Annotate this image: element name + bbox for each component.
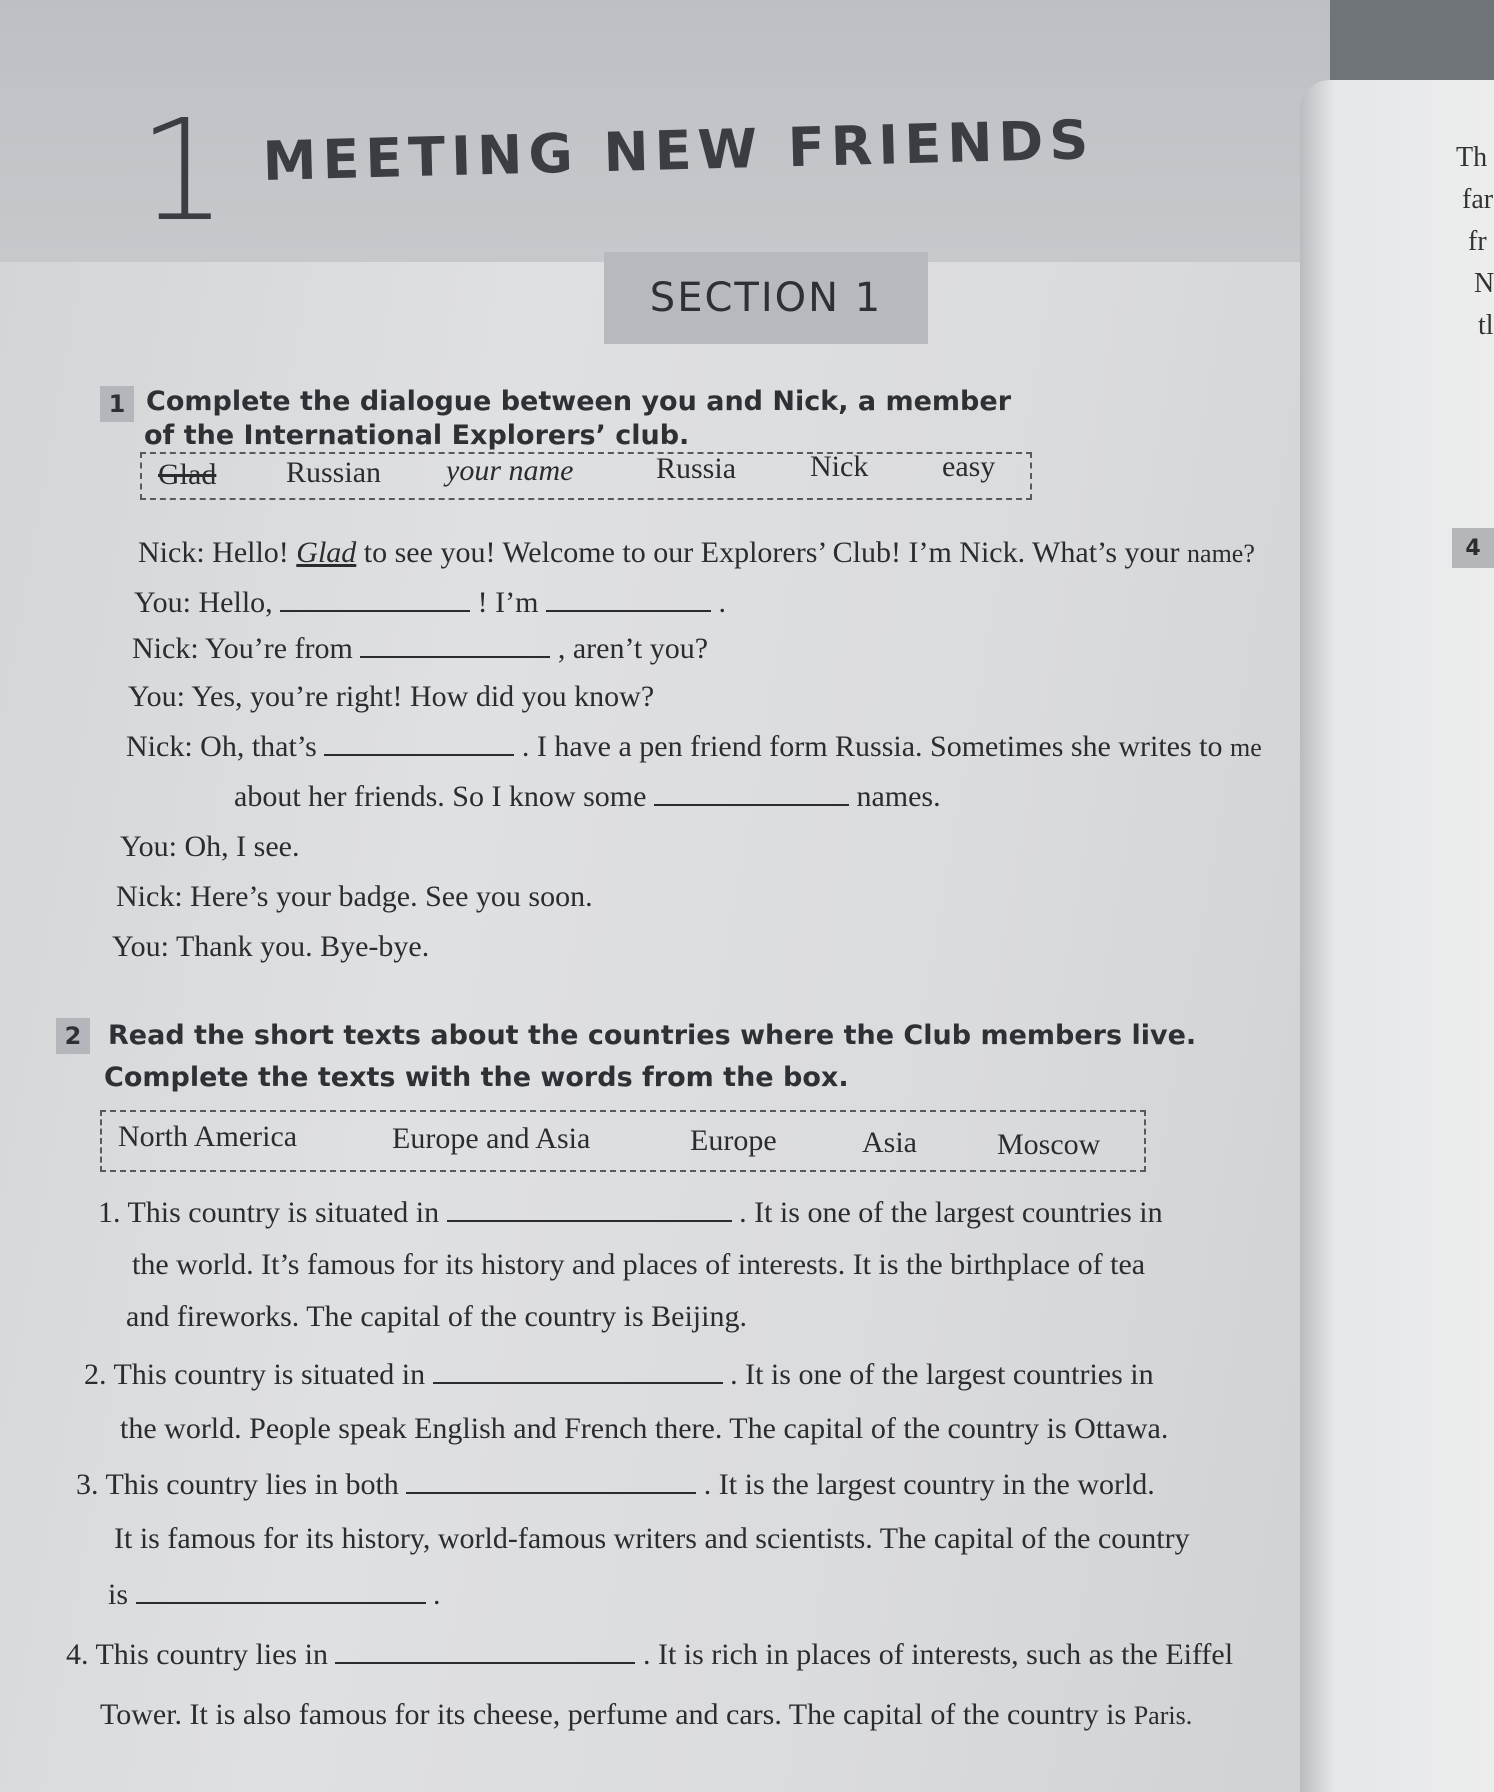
next-page-fragment: fr — [1468, 226, 1487, 257]
task-1-number: 1 — [100, 386, 134, 422]
word-box-item: Europe — [690, 1124, 777, 1157]
text-item-2-line-2: the world. People speak English and French there. The capital of the country is Ottawa. — [120, 1412, 1169, 1445]
next-page-fragment: N — [1474, 268, 1494, 299]
answer-blank[interactable] — [447, 1194, 732, 1222]
answer-blank[interactable] — [335, 1636, 635, 1664]
dialogue-line: Nick: Oh, that’s . I have a pen friend form Russia. Sometimes she writes to me — [126, 730, 1262, 763]
word-box-item: North America — [118, 1120, 298, 1153]
text-item-4-line-2: Tower. It is also famous for its cheese, perfume and cars. The capital of the country is Paris. — [100, 1698, 1193, 1731]
speaker: Nick: — [116, 880, 183, 913]
task-1-instruction-line-1: Complete the dialogue between you and Nick, a member — [146, 386, 1012, 417]
speaker: Nick: — [126, 730, 193, 763]
word-box-item: Russia — [656, 452, 737, 485]
text-item-1-line-2: the world. It’s famous for its history and places of interests. It is the birthplace of tea — [132, 1248, 1146, 1281]
task-1-word-box — [140, 452, 1032, 500]
next-page-fragment: far — [1462, 184, 1494, 215]
section-label: SECTION 1 — [604, 252, 928, 344]
task-2-instruction-line-2: Complete the texts with the words from the box. — [104, 1062, 849, 1093]
word-box-item: Glad — [158, 458, 217, 491]
chapter-title: MEETING NEW FRIENDS — [262, 108, 1095, 193]
next-page-edge — [1300, 80, 1494, 1792]
text-item-1: 1. This country is situated in . It is one of the largest countries in — [98, 1196, 1163, 1229]
answer-blank[interactable] — [360, 630, 550, 658]
task-1-instruction-line-2: of the International Explorers’ club. — [144, 420, 690, 451]
answer-blank[interactable] — [546, 584, 711, 612]
answer-blank[interactable] — [406, 1466, 696, 1494]
dialogue-line: Nick: You’re from , aren’t you? — [132, 632, 709, 665]
speaker: You: — [134, 586, 191, 619]
answer-blank[interactable] — [136, 1576, 426, 1604]
speaker: You: — [112, 930, 169, 963]
word-box-item: Russian — [286, 456, 382, 489]
speaker: You: — [120, 830, 177, 863]
word-box-item: your name — [446, 454, 574, 487]
word-box-item: Nick — [810, 450, 869, 483]
next-page-fragment: Th — [1456, 142, 1488, 173]
item-number: 2. — [84, 1358, 107, 1391]
filled-answer: Glad — [296, 536, 357, 569]
dialogue-line: You: Oh, I see. — [120, 830, 300, 863]
dialogue-line: Nick: Here’s your badge. See you soon. — [116, 880, 593, 913]
next-page-task-tab: 4 — [1452, 528, 1494, 568]
answer-blank[interactable] — [433, 1356, 723, 1384]
dialogue-line: You: Yes, you’re right! How did you know? — [128, 680, 655, 713]
text-item-3: 3. This country lies in both . It is the largest country in the world. — [76, 1468, 1155, 1501]
answer-blank[interactable] — [324, 728, 514, 756]
task-2-instruction-line-1: Read the short texts about the countries where the Club members live. — [108, 1020, 1197, 1051]
dialogue-line: about her friends. So I know some names. — [234, 780, 941, 813]
answer-blank[interactable] — [280, 584, 470, 612]
item-number: 4. — [66, 1638, 89, 1671]
speaker: You: — [128, 680, 185, 713]
text-item-1-line-3: and fireworks. The capital of the country is Beijing. — [126, 1300, 747, 1333]
text-item-2: 2. This country is situated in . It is one of the largest countries in — [84, 1358, 1154, 1391]
item-number: 1. — [98, 1196, 121, 1229]
chapter-number: 1 — [138, 90, 228, 253]
word-box-item: Europe and Asia — [392, 1122, 591, 1155]
text-item-3-line-2: It is famous for its history, world-famous writers and scientists. The capital of the country — [114, 1522, 1190, 1555]
dialogue-line: You: Thank you. Bye-bye. — [112, 930, 430, 963]
word-box-item: Moscow — [997, 1128, 1101, 1161]
answer-blank[interactable] — [654, 778, 849, 806]
dialogue-line: Nick: Hello! Glad to see you! Welcome to our Explorers’ Club! I’m Nick. What’s your name? — [138, 536, 1255, 569]
speaker: Nick: — [132, 632, 199, 665]
task-2-word-box — [100, 1110, 1146, 1172]
next-page-fragment: tl — [1478, 310, 1494, 341]
task-2-number: 2 — [56, 1018, 90, 1054]
word-box-item: Asia — [862, 1126, 917, 1159]
item-number: 3. — [76, 1468, 99, 1501]
text-item-4: 4. This country lies in . It is rich in places of interests, such as the Eiffel — [66, 1638, 1234, 1671]
text-item-3-line-3: is . — [108, 1578, 441, 1611]
dialogue-line: You: Hello, ! I’m . — [134, 586, 726, 619]
speaker: Nick: — [138, 536, 205, 569]
word-box-item: easy — [942, 450, 996, 483]
